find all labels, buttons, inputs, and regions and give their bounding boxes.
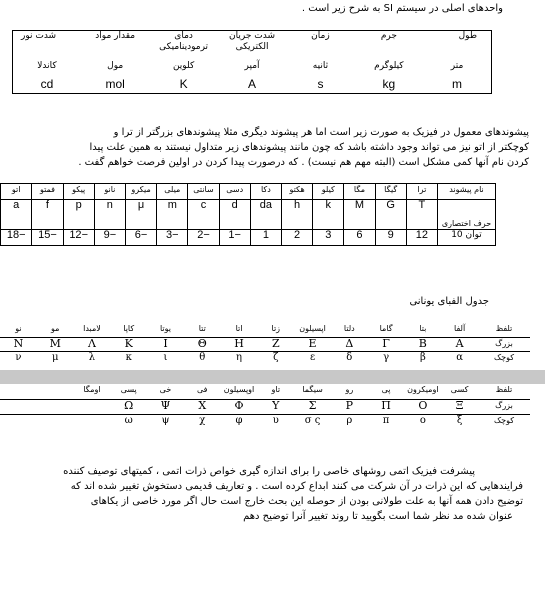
prefix-name: میلی	[157, 184, 188, 200]
prefix-name: نانو	[94, 184, 125, 200]
prefix-symbol: G	[375, 200, 406, 230]
greek-table-2	[0, 384, 530, 429]
prefix-power: 6	[344, 230, 375, 246]
empty-cell	[74, 399, 111, 414]
greek-letter-name: پسی	[110, 384, 147, 399]
greek-lower: ε	[309, 351, 316, 363]
greek-upper: Ψ	[147, 399, 184, 414]
greek-lower: ω	[124, 414, 133, 426]
greek-letter-name: زتا	[257, 323, 294, 337]
greek-upper: Υ	[257, 399, 294, 414]
unit-symbol-kg: kg	[382, 77, 396, 92]
quantity-time: زمان	[311, 31, 330, 41]
greek-letter-name: کاپا	[110, 323, 147, 337]
greek-upper: Α	[441, 337, 478, 351]
prefix-name: گیگا	[375, 184, 406, 200]
empty-cell	[0, 384, 37, 399]
greek-upper: Θ	[184, 337, 221, 351]
greek-lower: γ	[383, 351, 390, 363]
unit-name-kilogram: کیلوگرم	[374, 60, 404, 71]
prefix-name: سانتی	[188, 184, 219, 200]
greek-letter-name: آلفا	[441, 323, 478, 337]
greek-upper: Ξ	[441, 399, 478, 414]
unit-symbol-cd: cd	[40, 77, 54, 92]
unit-name-meter: متر	[450, 60, 464, 71]
greek-lower: α	[456, 351, 463, 363]
quantity-mass: جرم	[380, 31, 397, 41]
unit-symbol-K: K	[179, 77, 188, 92]
prefix-table	[0, 183, 496, 246]
greek-lower: σ ς	[304, 414, 321, 426]
greek-letter-name: اتا	[221, 323, 258, 337]
greek-letter-name: گاما	[368, 323, 405, 337]
prefix-symbol: T	[406, 200, 437, 230]
prefix-power: −12	[63, 230, 94, 246]
greek-letter-name: تتا	[184, 323, 221, 337]
empty-cell	[0, 399, 37, 414]
greek-letter-name: اپسیلون	[294, 323, 331, 337]
unit-name-ampere: آمپر	[244, 60, 260, 71]
greek-upper: Ζ	[257, 337, 294, 351]
prefix-symbol: h	[281, 200, 312, 230]
greek-lower: μ	[51, 351, 59, 363]
greek-letter-name: تاو	[257, 384, 294, 399]
prefix-name: دسی	[219, 184, 250, 200]
prefix-power: 12	[406, 230, 437, 246]
greek-upper: Γ	[368, 337, 405, 351]
prefix-name: مگا	[344, 184, 375, 200]
prefix-power: 9	[375, 230, 406, 246]
unit-symbol-m: m	[452, 77, 463, 92]
greek-letter-name: لامبدا	[74, 323, 111, 337]
unit-symbol-s: s	[317, 77, 324, 92]
unit-name-mole: مول	[107, 60, 124, 71]
greek-upper: Χ	[184, 399, 221, 414]
closing-line-3: توضیح دادن همه آنها به علت طولانی بودن از حوصله این بحث خارج است حال اگر مورد خاصی از یکاهای	[90, 496, 523, 507]
greek-upper: Ε	[294, 337, 331, 351]
greek-table-1	[0, 323, 530, 365]
greek-upper: Ν	[0, 337, 37, 351]
si-intro: واحدهای اصلی در سیستم SI به شرح زیر است .	[301, 3, 503, 14]
greek-letter-name: دلتا	[331, 323, 368, 337]
prefix-power: −3	[157, 230, 188, 246]
prefix-name: فمتو	[32, 184, 63, 200]
greek-letter-name: رو	[331, 384, 368, 399]
prefix-power: −9	[94, 230, 125, 246]
prefix-symbol-label: حرف اختصاری	[438, 200, 496, 230]
quantity-temperature: دمای ترمودینامیکی	[159, 31, 209, 52]
greek-lower: κ	[125, 351, 132, 363]
prefix-name: میکرو	[125, 184, 156, 200]
greek-lower: π	[382, 414, 390, 426]
greek-lower: ρ	[346, 414, 353, 426]
prefix-power: −2	[188, 230, 219, 246]
greek-lower: θ	[199, 351, 206, 363]
greek-lower: ξ	[456, 414, 463, 426]
prefix-power: 2	[281, 230, 312, 246]
prefix-name: کیلو	[313, 184, 344, 200]
quantity-amount: مقدار مواد	[95, 31, 136, 41]
unit-name-kelvin: کلوین	[172, 60, 195, 71]
empty-cell	[37, 399, 74, 414]
prefix-symbol: c	[188, 200, 219, 230]
greek-lower-label: کوچک	[493, 352, 515, 362]
prefix-power: −1	[219, 230, 250, 246]
greek-letter-name: اومیکرون	[404, 384, 441, 399]
prefix-name: هکتو	[281, 184, 312, 200]
quantity-length: طول	[458, 31, 477, 41]
quantity-current: شدت جریان الکتریکی	[229, 31, 276, 52]
unit-symbol-mol: mol	[105, 77, 125, 92]
greek-lower: ο	[419, 414, 426, 426]
greek-lower: δ	[346, 351, 353, 363]
unit-name-second: ثانیه	[312, 60, 329, 71]
greek-upper: Ι	[147, 337, 184, 351]
closing-line-4: عنوان شده مد نظر شما است بگویید تا روند تغییر آنرا توضیح دهم	[243, 511, 513, 522]
greek-lower: φ	[235, 414, 243, 426]
prefix-name: اتو	[1, 184, 32, 200]
si-units-table	[12, 30, 492, 94]
closing-line-1: پیشرفت فیزیک اتمی روشهای خاصی را برای اندازه گیری خواص ذرات اتمی ، کمیتهای توصیف کننده	[63, 466, 475, 477]
greek-lower-label: کوچک	[493, 415, 515, 425]
prefix-power: 3	[313, 230, 344, 246]
greek-upper: Β	[404, 337, 441, 351]
prefix-symbol: d	[219, 200, 250, 230]
prefix-power: −6	[125, 230, 156, 246]
prefix-symbol: k	[313, 200, 344, 230]
prefix-name: پیکو	[63, 184, 94, 200]
greek-upper: Δ	[331, 337, 368, 351]
greek-letter-name: مو	[37, 323, 74, 337]
prefix-power-label: توان 10	[438, 230, 496, 246]
greek-lower: β	[419, 351, 426, 363]
greek-upper-label: بزرگ	[478, 337, 530, 351]
greek-lower: λ	[88, 351, 96, 363]
greek-upper-label: بزرگ	[478, 399, 530, 414]
greek-lower: ψ	[161, 414, 170, 426]
prefix-intro-line-3: کردن نام آنها کمی مشکل است (البته مهم هم نیست) . که درصورت پیدا کردن در اولین فرصت خواهم گفت .	[78, 157, 529, 168]
greek-lower: ν	[15, 351, 22, 363]
prefix-power: 1	[250, 230, 281, 246]
greek-table-title: جدول الفبای یونانی	[409, 296, 489, 307]
prefix-symbol: a	[1, 200, 32, 230]
prefix-name: ترا	[406, 184, 437, 200]
greek-header-label: تلفظ	[478, 323, 530, 337]
empty-cell	[37, 414, 74, 429]
prefix-power: −15	[32, 230, 63, 246]
quantity-luminous: شدت نور	[21, 31, 57, 41]
prefix-name: دکا	[250, 184, 281, 200]
prefix-intro-line-2: کوچکتر از اتو نیز می تواند وجود داشته باشد که چون مانند پیشوندهای زیر متداول نیستند به همین علت پیدا	[89, 142, 529, 153]
prefix-symbol: p	[63, 200, 94, 230]
prefix-intro-line-1: پیشوندهای معمول در فیزیک به صورت زیر است اما هر پیشوند دیگری مثلا پیشوندهای بزرگتر از ترا و	[113, 127, 529, 138]
prefix-symbol: M	[344, 200, 375, 230]
greek-letter-name: پی	[368, 384, 405, 399]
greek-upper: Φ	[221, 399, 258, 414]
greek-letter-name: خی	[147, 384, 184, 399]
greek-lower: η	[236, 351, 243, 363]
prefix-symbol: da	[250, 200, 281, 230]
prefix-symbol: m	[157, 200, 188, 230]
greek-letter-name: نو	[0, 323, 37, 337]
greek-letter-name: بتا	[404, 323, 441, 337]
closing-line-2: فرایندهایی که این ذرات در آن شرکت می کنند ابداع کرده است . و تعاریف قدیمی دستخوش تغییر شده اند که	[70, 481, 523, 492]
greek-letter-name: سیگما	[294, 384, 331, 399]
empty-cell	[74, 414, 111, 429]
greek-header-label: تلفظ	[478, 384, 530, 399]
unit-name-candela: کاندلا	[37, 60, 57, 71]
prefix-header-label: نام پیشوند	[438, 184, 496, 200]
greek-letter-name: اومگا	[74, 384, 111, 399]
prefix-symbol: μ	[125, 200, 156, 230]
greek-letter-name: کسی	[441, 384, 478, 399]
prefix-power: −18	[1, 230, 32, 246]
greek-lower: ζ	[273, 351, 279, 363]
greek-upper: Ω	[110, 399, 147, 414]
greek-upper: Μ	[37, 337, 74, 351]
greek-upper: Π	[368, 399, 405, 414]
greek-lower: ι	[163, 351, 168, 363]
greek-upper: Λ	[74, 337, 111, 351]
greek-upper: Ο	[404, 399, 441, 414]
empty-cell	[37, 384, 74, 399]
greek-letter-name: یوتا	[147, 323, 184, 337]
greek-upper: Σ	[294, 399, 331, 414]
greek-upper: Η	[221, 337, 258, 351]
greek-letter-name: فی	[184, 384, 221, 399]
greek-lower: χ	[199, 414, 206, 426]
greek-upper: Ρ	[331, 399, 368, 414]
unit-symbol-A: A	[248, 77, 257, 92]
prefix-symbol: f	[32, 200, 63, 230]
greek-letter-name: اوپسیلون	[221, 384, 258, 399]
prefix-symbol: n	[94, 200, 125, 230]
greek-separator-band	[0, 370, 545, 384]
empty-cell	[0, 414, 37, 429]
greek-upper: Κ	[110, 337, 147, 351]
greek-lower: υ	[272, 414, 279, 426]
